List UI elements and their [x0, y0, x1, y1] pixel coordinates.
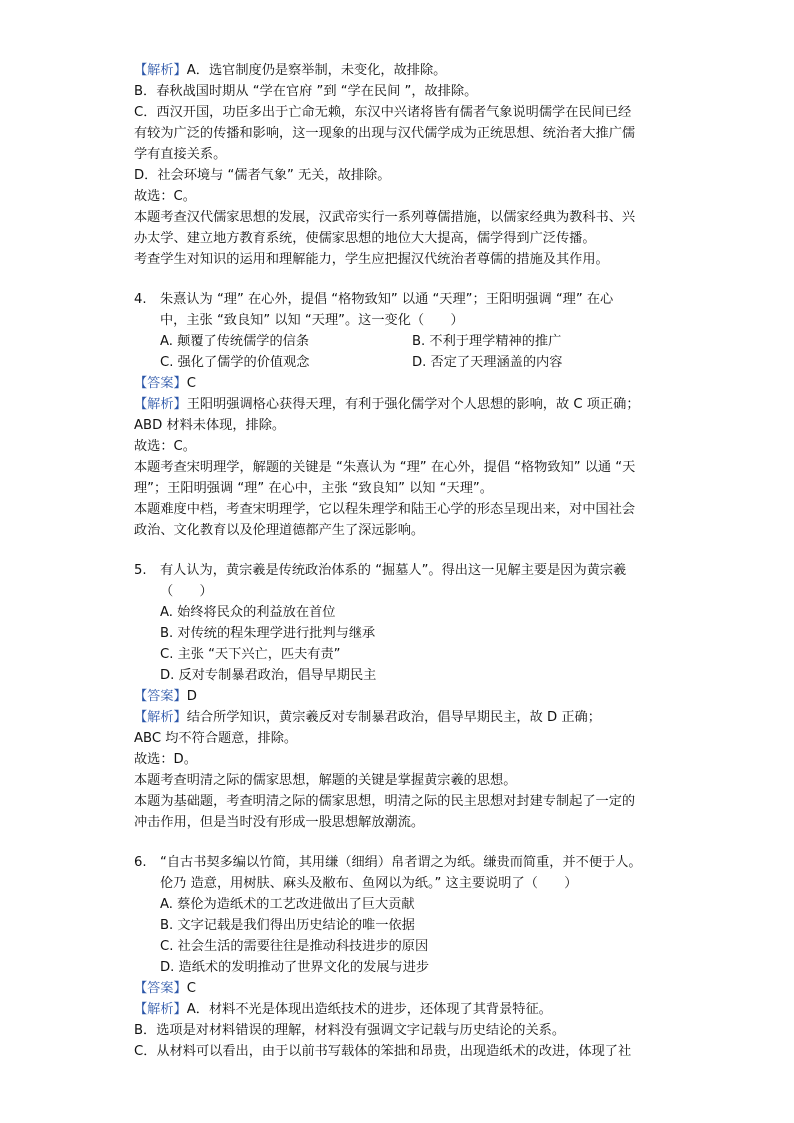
question-stem: “自古书契多编以竹简，其用缣（细绢）帛者谓之为纸。缣贵而简重，并不便于人。 [160, 855, 642, 870]
analysis-tag: 【解析】 [134, 397, 187, 412]
question-stem: 有人认为，黄宗羲是传统政治体系的 “掘墓人”。得出这一见解主要是因为黄宗羲 [160, 563, 627, 578]
option-c: C. 主张 “天下兴亡，匹夫有责” [160, 647, 341, 662]
analysis-tag: 【解析】 [134, 1002, 187, 1017]
analysis-line: ABC 均不符合题意，排除。 [134, 731, 298, 746]
analysis-line: D．社会环境与 “儒者气象” 无关，故排除。 [134, 168, 391, 183]
analysis-line: B．春秋战国时期从 “学在官府 ”到 “学在民间 ”，故排除。 [134, 84, 478, 99]
option-d: D. 造纸术的发明推动了世界文化的发展与进步 [160, 960, 430, 975]
option-d: D. 否定了天理涵盖的内容 [412, 355, 563, 370]
question-number: 6. [134, 855, 147, 870]
summary-line: 本题考查明清之际的儒家思想，解题的关键是掌握黄宗羲的思想。 [134, 773, 517, 788]
analysis-line: 学有直接关系。 [134, 147, 227, 162]
analysis-line: 【解析】王阳明强调格心获得天理，有利于强化儒学对个人思想的影响，故 C 项正确； [134, 397, 640, 412]
analysis-line: ABD 材料未体现，排除。 [134, 418, 286, 433]
answer-tag: 【答案】 [134, 981, 187, 996]
choice-line: 故选：D。 [134, 752, 197, 767]
analysis-line: C．西汉开国，功臣多出于亡命无赖，东汉中兴诸将皆有儒者气象说明儒学在民间已经 [134, 105, 632, 120]
answer-tag: 【答案】 [134, 689, 187, 704]
question-number: 5. [134, 563, 147, 578]
choice-line: 故选：C。 [134, 189, 196, 204]
option-b: B. 文字记载是我们得出历史结论的唯一依据 [160, 918, 415, 933]
answer-tag: 【答案】 [134, 376, 187, 391]
option-b: B. 对传统的程朱理学进行批判与继承 [160, 626, 376, 641]
answer-line: 【答案】D [134, 689, 197, 704]
analysis-tag: 【解析】 [134, 63, 187, 78]
question-stem: （ ） [160, 584, 213, 599]
analysis-line: 【解析】A．材料不光是体现出造纸技术的进步，还体现了其背景特征。 [134, 1002, 552, 1017]
summary-line: 本题为基础题，考查明清之际的儒家思想，明清之际的民主思想对封建专制起了一定的 [134, 794, 636, 809]
summary-line: 本题考查汉代儒家思想的发展，汉武帝实行一系列尊儒措施，以儒家经典为教科书、兴 [134, 210, 636, 225]
summary-line: 政治、文化教育以及伦理道德都产生了深远影响。 [134, 523, 425, 538]
summary-line: 理”；王阳明强调 “理” 在心中，主张 “致良知” 以知 “天理”。 [134, 481, 493, 496]
option-c: C. 社会生活的需要往往是推动科技进步的原因 [160, 939, 429, 954]
analysis-line: 【解析】A．选官制度仍是察举制，未变化，故排除。 [134, 63, 447, 78]
option-a: A. 蔡伦为造纸术的工艺改进做出了巨大贡献 [160, 897, 415, 912]
summary-line: 冲击作用，但是当时没有形成一股思想解放潮流。 [134, 815, 425, 830]
analysis-line: 有较为广泛的传播和影响，这一现象的出现与汉代儒学成为正统思想、统治者大推广儒 [134, 126, 636, 141]
summary-line: 本题考查宋明理学，解题的关键是 “朱熹认为 “理” 在心外，提倡 “格物致知” 以通 “天 [134, 460, 636, 475]
question-number: 4. [134, 292, 147, 307]
question-stem: 中，主张 “致良知” 以知 “天理”。这一变化（ ） [160, 313, 464, 328]
choice-line: 故选：C。 [134, 439, 196, 454]
analysis-line: C．从材料可以看出，由于以前书写载体的笨拙和昂贵，出现造纸术的改进，体现了社 [134, 1044, 632, 1059]
question-stem: 朱熹认为 “理” 在心外，提倡 “格物致知” 以通 “天理”；王阳明强调 “理” 在心 [160, 292, 614, 307]
option-c: C. 强化了儒学的价值观念 [160, 355, 310, 370]
option-b: B. 不利于理学精神的推广 [412, 334, 562, 349]
analysis-line: B．选项是对材料错误的理解，材料没有强调文字记载与历史结论的关系。 [134, 1023, 566, 1038]
option-d: D. 反对专制暴君政治，倡导早期民主 [160, 668, 377, 683]
analysis-line: 【解析】结合所学知识，黄宗羲反对专制暴君政治，倡导早期民主，故 D 正确； [134, 710, 601, 725]
option-a: A. 始终将民众的利益放在首位 [160, 605, 336, 620]
answer-line: 【答案】C [134, 981, 196, 996]
summary-line: 本题难度中档，考查宋明理学，它以程朱理学和陆王心学的形态呈现出来，对中国社会 [134, 502, 636, 517]
answer-line: 【答案】C [134, 376, 196, 391]
summary-line: 考查学生对知识的运用和理解能力，学生应把握汉代统治者尊儒的措施及其作用。 [134, 252, 609, 267]
option-a: A. 颠覆了传统儒学的信条 [160, 334, 310, 349]
summary-line: 办太学、建立地方教育系统，使儒家思想的地位大大提高，儒学得到广泛传播。 [134, 231, 596, 246]
analysis-tag: 【解析】 [134, 710, 187, 725]
question-stem: 伦乃 造意，用树肤、麻头及敝布、鱼网以为纸。” 这主要说明了（ ） [160, 876, 578, 891]
